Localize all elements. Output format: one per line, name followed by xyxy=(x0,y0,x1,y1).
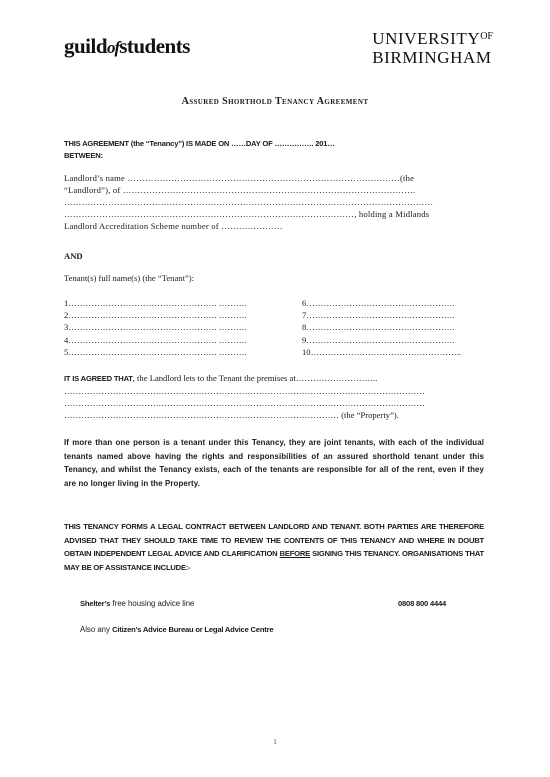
shelter-line xyxy=(80,598,484,610)
landlord-line: Landlord’s name …………………………………………………………………………………(the xyxy=(64,173,415,183)
legal-text: THIS TENANCY FORMS A LEGAL CONTRACT BETWEEN LANDLORD AND TENANT. BOTH PARTIES ARE THEREFORE ADVISED THAT THEY SHOULD TAKE TIME TO REVIEW THE CONTENTS OF THIS TENANCY AND WHERE IN DOUBT OBTAIN INDEPENDENT LEGAL ADVICE AND CLARIFICATION xyxy=(64,522,484,559)
tenant-name-field: 3……………………………………………. ………. xyxy=(64,322,247,333)
tenant-name-field: 2……………………………………………. ………. xyxy=(64,310,247,321)
university-of-birmingham-logo xyxy=(372,27,493,67)
uni-logo-line2: BIRMINGHAM xyxy=(372,48,492,67)
premises-block xyxy=(64,372,484,421)
tenant-name-field: 8……………………………………………. xyxy=(302,322,455,333)
tenant-name-field: 10…………………………………………….. xyxy=(302,346,461,357)
tenant-name-field: 1……………………………………………. ………. xyxy=(64,298,247,308)
page-number: 1 xyxy=(273,738,277,746)
uni-logo-of: OF xyxy=(480,31,493,42)
cab-prefix: Also any xyxy=(80,625,113,634)
tenants-label: Tenant(s) full name(s) (the “Tenant”): xyxy=(64,273,195,283)
uni-logo-line1: UNIVERSITY xyxy=(372,29,481,48)
guild-logo-part: students xyxy=(119,34,190,58)
premises-line: , the Landlord lets to the Tenant the premises at……………………….. xyxy=(132,373,378,383)
and-label: AND xyxy=(64,251,83,261)
legal-text: SIGNING THIS TENANCY. ORGANISATIONS THAT MAY BE OF ASSISTANCE INCLUDE:- xyxy=(64,549,484,572)
tenant-row xyxy=(64,334,484,346)
between-label: BETWEEN: xyxy=(64,151,103,160)
landlord-line: Landlord Accreditation Scheme number of ………………… xyxy=(64,221,283,231)
cab-line xyxy=(80,624,484,636)
agreement-date-block xyxy=(64,138,484,162)
premises-line: ……………………………………………………………………………………………………………… xyxy=(64,386,425,396)
tenant-name-field: 6……………………………………………. xyxy=(302,298,455,308)
tenant-name-field: 7……………………………………………. xyxy=(302,310,455,321)
tenant-row xyxy=(64,321,484,333)
premises-line: ……………………………………………………………………………………………………………… xyxy=(64,398,425,408)
guild-logo-part: guild xyxy=(64,34,108,58)
tenant-row xyxy=(64,346,484,358)
guild-logo-of: of xyxy=(107,38,120,57)
landlord-line: “Landlord”), of ………………………………………………………………………………………. xyxy=(64,185,416,195)
landlord-block xyxy=(64,172,484,232)
before-emphasis: BEFORE xyxy=(279,549,311,559)
tenant-row xyxy=(64,297,484,309)
shelter-phone: 0808 800 4444 xyxy=(398,599,447,608)
agreement-date-line: THIS AGREEMENT (the “Tenancy”) IS MADE ON ……DAY OF ……………. 201… xyxy=(64,139,335,148)
shelter-text: free housing advice line xyxy=(110,599,195,608)
joint-tenants-paragraph: If more than one person is a tenant under this Tenancy, they are joint tenants, with each of the individual tenants named above having the rights and responsibilities of an assured shorthold tenant under this Tenancy, and whilst the Tenancy exists, each of the tenants are responsible for all of the rent, even if they are no longer living in the Property. xyxy=(64,438,484,488)
tenant-name-field: 4……………………………………………. ………. xyxy=(64,334,247,345)
cab-name: Citizen’s Advice Bureau or Legal Advice Centre xyxy=(112,625,274,634)
legal-contract-paragraph xyxy=(64,520,484,574)
premises-line: …………………………………………………………………………………… (the “Property”). xyxy=(64,410,399,420)
tenant-name-field: 5……………………………………………. ………. xyxy=(64,346,247,357)
document-title: Assured Shorthold Tenancy Agreement xyxy=(181,96,369,107)
it-is-agreed-label: IT IS AGREED THAT xyxy=(64,374,133,383)
landlord-line: ………………………………………………………………………………………, holding a Midlands xyxy=(64,209,430,219)
tenant-name-field: 9……………………………………………. xyxy=(302,334,455,345)
tenant-names-list xyxy=(64,297,484,358)
landlord-line: ……………………………………………………………………………………………………………… xyxy=(64,197,434,207)
tenant-row xyxy=(64,309,484,321)
shelter-name: Shelter’s xyxy=(80,599,111,608)
guild-of-students-logo xyxy=(64,34,190,59)
